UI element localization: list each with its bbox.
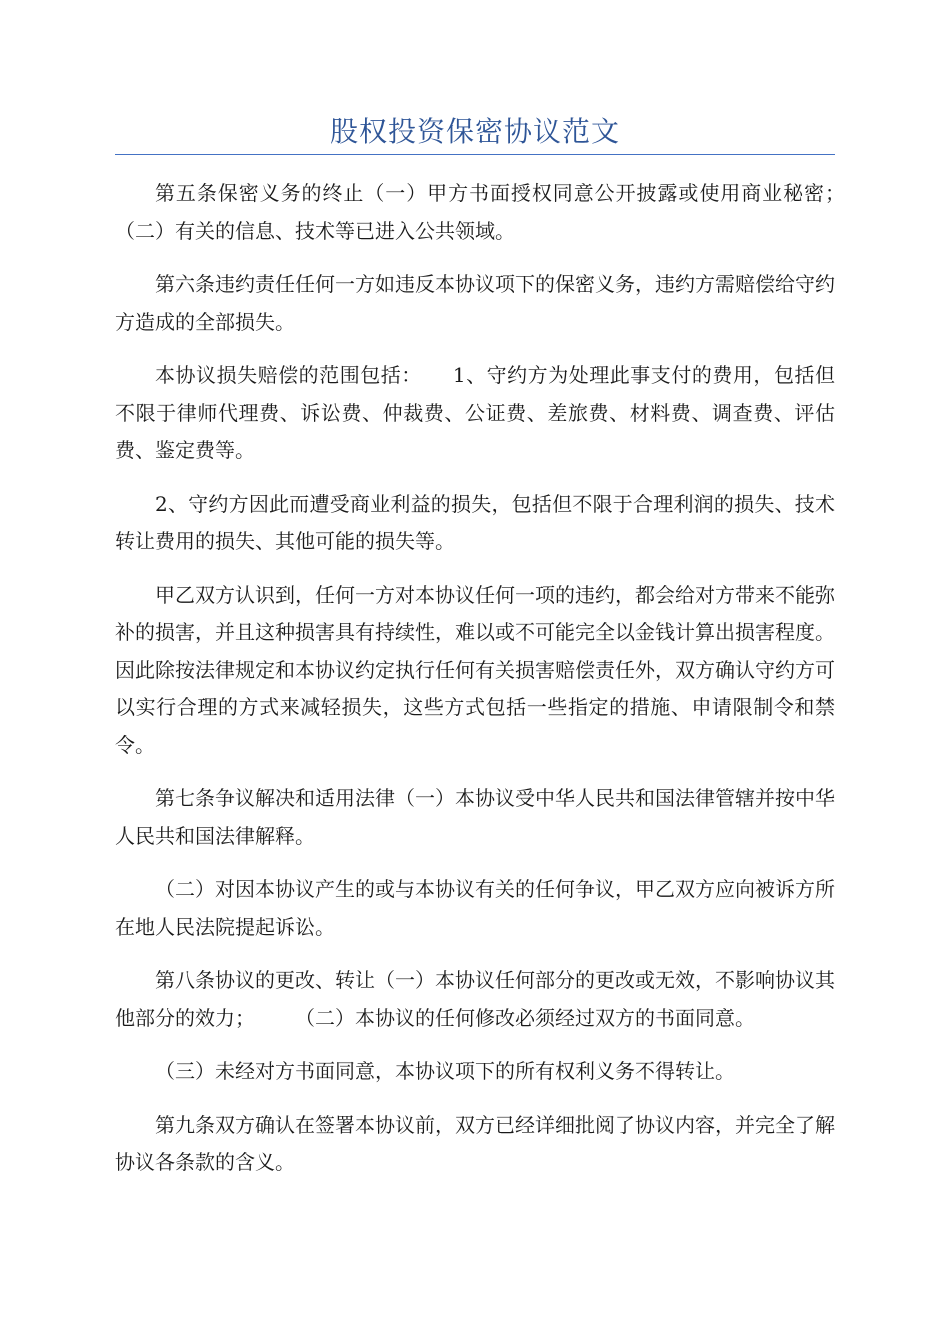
paragraph-article-5: 第五条保密义务的终止（一）甲方书面授权同意公开披露或使用商业秘密； （二）有关的信息、技术等已进入公共领域。 xyxy=(115,181,895,243)
document-title: 股权投资保密协议范文 xyxy=(329,115,620,148)
paragraph-article-6: 第六条违约责任任何一方如违反本协议项下的保密义务，违约方需赔偿给守约方造成的全部损失。 xyxy=(115,272,835,334)
paragraph-damages-scope: 本协议损失赔偿的范围包括： 1、守约方为处理此事支付的费用，包括但不限于律师代理费、诉讼费、仲裁费、公证费、差旅费、材料费、调查费、评估费、鉴定费等。 xyxy=(115,363,835,462)
title-underline xyxy=(115,154,835,155)
paragraph-article-7-item-2: （二）对因本协议产生的或与本协议有关的任何争议，甲乙双方应向被诉方所在地人民法院提起诉讼。 xyxy=(115,877,835,939)
paragraph-irreparable-harm: 甲乙双方认识到，任何一方对本协议任何一项的违约，都会给对方带来不能弥补的损害，并且这种损害具有持续性，难以或不可能完全以金钱计算出损害程度。因此除按法律规定和本协议约定执行任何有关损害赔偿责任外，双方确认守约方可以实行合理的方式来减轻损失，这些方式包括一些指定的措施、申请限制令和禁令。 xyxy=(115,582,835,757)
paragraph-article-8-item-3: （三）未经对方书面同意，本协议项下的所有权利义务不得转让。 xyxy=(155,1059,735,1083)
paragraph-article-8: 第八条协议的更改、转让（一）本协议任何部分的更改或无效，不影响协议其他部分的效力； （二）本协议的任何修改必须经过双方的书面同意。 xyxy=(115,968,835,1030)
paragraph-article-7: 第七条争议解决和适用法律（一）本协议受中华人民共和国法律管辖并按中华人民共和国法律解释。 xyxy=(115,786,835,848)
paragraph-article-9: 第九条双方确认在签署本协议前，双方已经详细批阅了协议内容，并完全了解协议各条款的含义。 xyxy=(115,1112,835,1174)
paragraph-damages-item-2: 2、守约方因此而遭受商业利益的损失，包括但不限于合理利润的损失、技术转让费用的损失、其他可能的损失等。 xyxy=(115,491,835,553)
document-body xyxy=(115,175,895,1198)
